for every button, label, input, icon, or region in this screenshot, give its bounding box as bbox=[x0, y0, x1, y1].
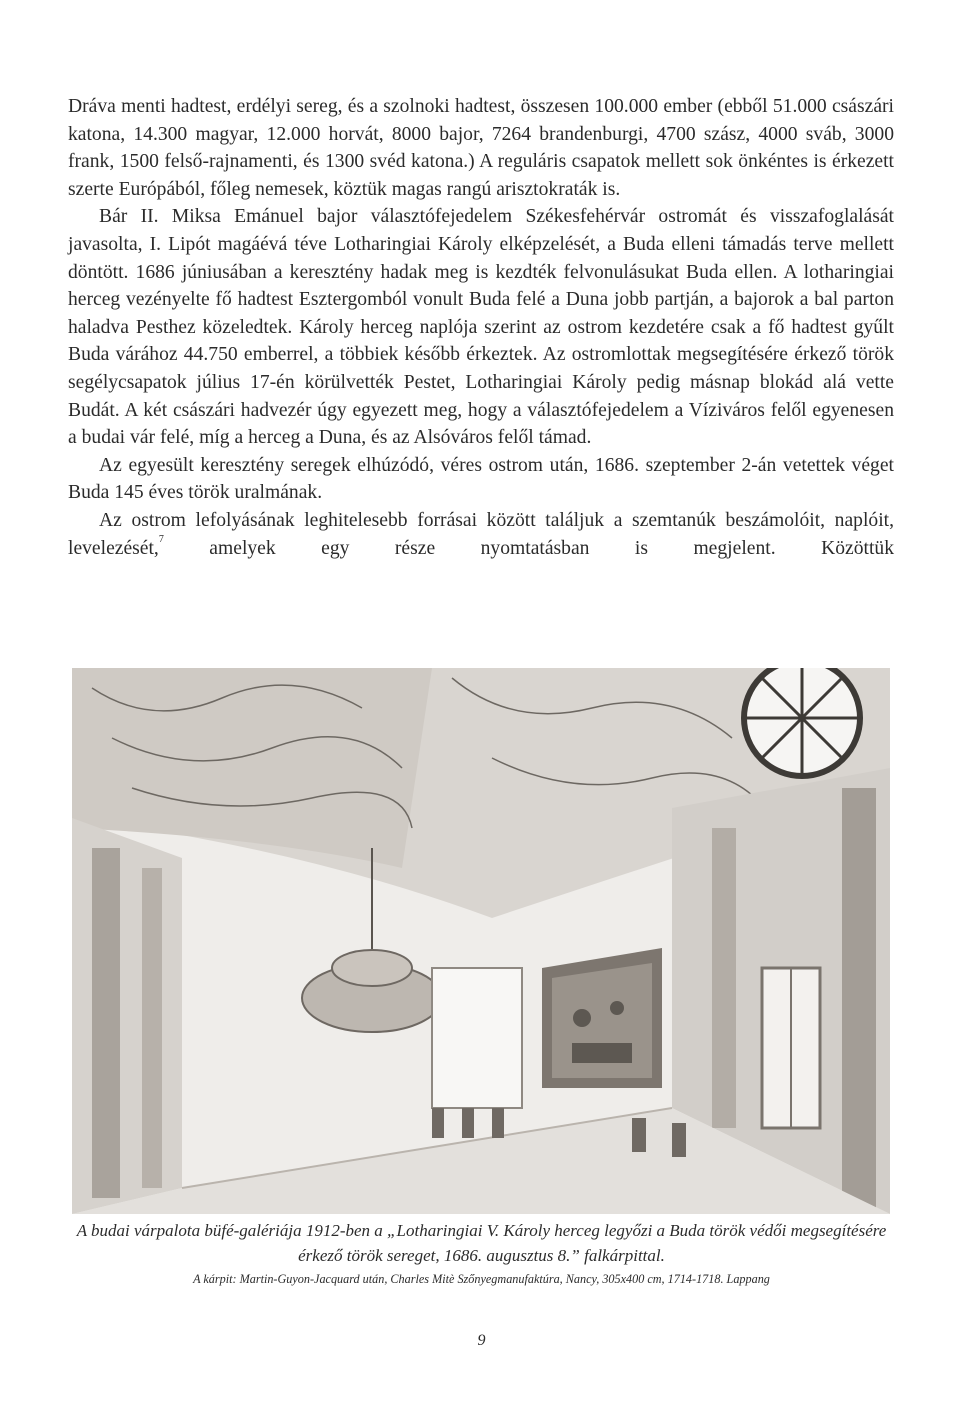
paragraph: Bár II. Miksa Emánuel bajor választófejedelem Székesfehérvár ostromát és visszafoglalását javasolta, I. Lipót magáévá téve Lotharingiai Károly elképzelését, a Buda elleni támadás terve mellett döntött. 1686 júniusában a keresztény hadak meg is kezdték felvonulásukat Buda ellen. A lotharingiai herceg vezényelte fő hadtest Esztergomból vonult Buda felé a Duna jobb partján, a bajorok a bal parton haladva Pesthez közeledtek. Károly herceg naplója szerint az ostrom kezdetére csak a fő hadtest gyűlt Buda várához 44.750 emberrel, a többiek később érkeztek. Az ostromlottak megsegítésére érkező török segélycsapatok július 17-én körülvették Pestet, Lotharingiai Károly pedig másnap blokád alá vette Budát. A két császári hadvezér úgy egyezett meg, hogy a választófejedelem a Víziváros felől egyenesen a budai vár felé, míg a herceg a Duna, és az Alsóváros felől támad. bbox=[68, 206, 894, 449]
paragraph-with-footnote bbox=[68, 507, 894, 562]
page-number: 9 bbox=[477, 1332, 486, 1349]
caption-text: A budai várpalota büfé-galériája 1912-ben a „Lotharingiai V. Károly herceg legyőzi a Buda török védői megsegítésére érkező török sereget, 1686. augusztus 8.” falkárpittal. bbox=[76, 1221, 887, 1265]
body-text bbox=[68, 93, 894, 562]
gallery-photograph bbox=[72, 668, 890, 1214]
paragraph-text: amelyek egy része nyomtatásban is megjelent. Közöttük bbox=[163, 537, 894, 559]
footnote-reference[interactable]: 7 bbox=[158, 533, 164, 545]
paragraph: Az egyesült keresztény seregek elhúzódó, véres ostrom után, 1686. szeptember 2-án vetettek véget Buda 145 éves török uralmának. bbox=[68, 454, 894, 504]
figure-caption bbox=[60, 1218, 903, 1288]
paragraph: Dráva menti hadtest, erdélyi sereg, és a szolnoki hadtest, összesen 100.000 ember (ebből 51.000 császári katona, 14.300 magyar, 12.000 horvát, 8000 bajor, 7264 brandenburgi, 4700 szász, 4000 sváb, 3000 frank, 1500 felső-rajnamenti, és 1300 svéd katona.) A reguláris csapatok mellett sok önkéntes is érkezett szerte Európából, főleg nemesek, köztük magas rangú arisztokraták is. bbox=[68, 96, 894, 200]
gallery-interior-illustration bbox=[72, 668, 890, 1214]
caption-credit: A kárpit: Martin-Guyon-Jacquard után, Charles Mitè Szőnyegmanufaktúra, Nancy, 305x400 cm, 1714-1718. Lappang bbox=[193, 1272, 770, 1286]
paragraph-text: Az ostrom lefolyásának leghitelesebb forrásai között találjuk a szemtanúk beszámolóit, naplóit, levelezését, bbox=[68, 509, 894, 559]
